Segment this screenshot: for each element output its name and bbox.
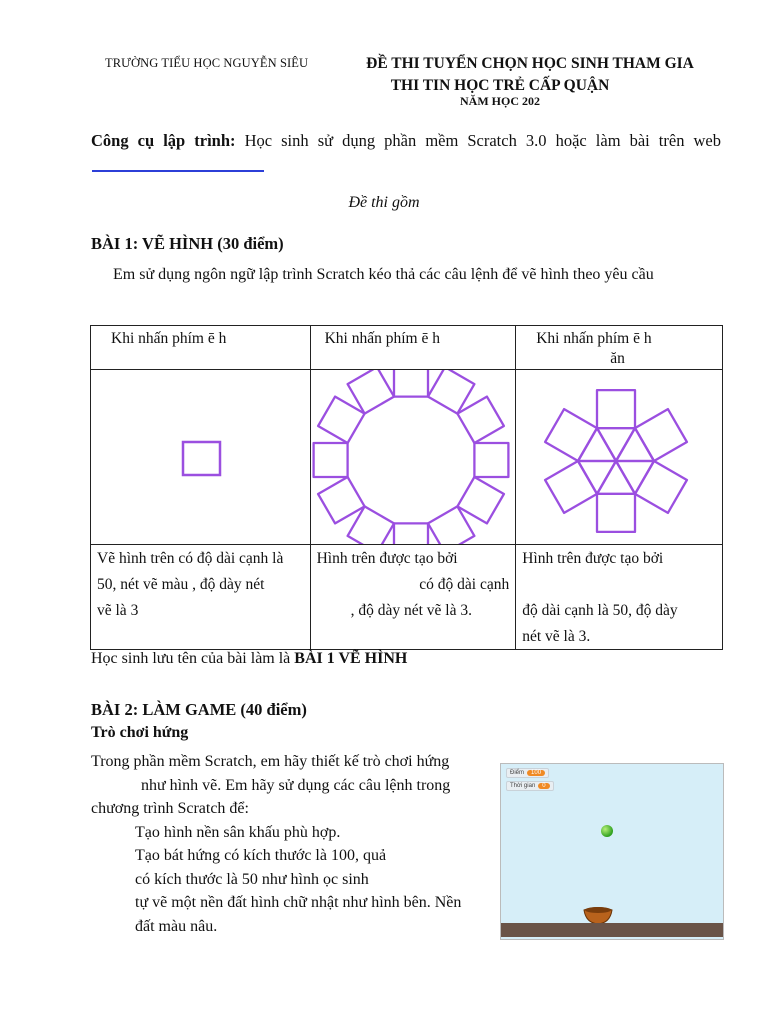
hexagon-squares-drawing: [516, 370, 723, 544]
header-text-extra: ăn: [610, 350, 625, 367]
time-value: 0: [538, 783, 549, 789]
bai2-body: [91, 750, 489, 938]
hexagon-outer-square: [635, 409, 687, 461]
hexagon-triangle: [578, 428, 616, 461]
exam-intro: Đề thi gồm: [348, 194, 420, 211]
desc-line: 50, nét vẽ màu , độ dày nét: [97, 576, 265, 593]
school-year: NĂM HỌC 202: [460, 94, 540, 108]
bai2-subheading: Trò chơi hứng: [91, 724, 189, 741]
header-text: Khi nhấn phím ē h: [111, 330, 227, 347]
brown-ground: [501, 923, 723, 937]
ring-image-cell: [310, 370, 516, 545]
score-value: 100: [527, 770, 545, 776]
shapes-table: [90, 325, 723, 650]
body-line: Tạo hình nền sân khấu phù hợp.: [135, 823, 341, 841]
hexagon-triangle: [597, 428, 635, 461]
bowl-sprite: [583, 905, 613, 925]
bai1-heading: BÀI 1: VẼ HÌNH (30 điểm): [91, 234, 284, 253]
save-note-text: Học sinh lưu tên của bài làm là: [91, 650, 295, 667]
tool-line: [91, 131, 721, 151]
body-line: Tạo bát hứng có kích thước là 100, quả: [135, 847, 387, 864]
desc-line: có độ dài cạnh: [419, 576, 510, 593]
hexagon-triangle: [616, 428, 654, 461]
bai1-paragraph: Em sử dụng ngôn ngữ lập trình Scratch kéo thả các câu lệnh để vẽ hình theo yêu cầu: [113, 266, 654, 283]
exam-title-line2: THI TIN HỌC TRẺ CẤP QUẬN: [390, 77, 610, 94]
bai2-heading: BÀI 2: LÀM GAME (40 điểm): [91, 700, 307, 719]
save-note: [91, 650, 407, 668]
hexagon-outer-square: [635, 461, 687, 513]
ring-square: [394, 370, 428, 397]
header-text: Khi nhấn phím ē h: [324, 330, 440, 347]
table-header-cell: [516, 326, 723, 370]
header-text: Khi nhấn phím ē h: [536, 330, 652, 347]
time-monitor: [506, 781, 554, 791]
score-monitor: [506, 768, 549, 778]
desc-line: Hình trên được tạo bởi: [522, 550, 664, 567]
star-image-cell: [516, 370, 723, 545]
desc-line: , độ dày nét vẽ là 3.: [350, 602, 472, 619]
square-shape: [183, 442, 220, 475]
ball-sprite: [601, 825, 613, 837]
description-cell: [516, 545, 723, 650]
body-line: Trong phần mềm Scratch, em hãy thiết kế trò chơi hứng: [91, 753, 450, 770]
hexagon-outer-square: [597, 390, 635, 428]
hexagon-outer-square: [545, 409, 597, 461]
scratch-stage-preview: [500, 763, 724, 940]
ring-square: [313, 443, 347, 477]
body-line: đất màu nâu.: [135, 917, 218, 935]
hyperlink-underline[interactable]: [92, 170, 264, 172]
desc-line: độ dài cạnh là 50, độ dày: [522, 602, 678, 619]
square-image-cell: [91, 370, 311, 545]
time-label: Thời gian: [510, 783, 536, 789]
table-header-cell: [310, 326, 516, 370]
desc-line: vẽ là 3: [97, 602, 139, 619]
ring-square: [394, 523, 428, 544]
description-cell: [310, 545, 516, 650]
desc-line: nét vẽ là 3.: [522, 628, 591, 645]
square-drawing: [91, 370, 311, 544]
hexagon-triangle: [578, 461, 616, 494]
school-name: TRƯỜNG TIỂU HỌC NGUYỄN SIÊU: [105, 56, 309, 70]
tool-text: Học sinh sử dụng phần mềm Scratch 3.0 hoặc làm bài trên web: [244, 131, 721, 150]
body-line: như hình vẽ. Em hãy sử dụng các câu lệnh trong: [141, 776, 451, 794]
tool-label: Công cụ lập trình:: [91, 131, 236, 150]
save-note-filename: BÀI 1 VẼ HÌNH: [294, 650, 408, 667]
body-line: tự vẽ một nền đất hình chữ nhật như hình bên. Nền: [135, 894, 462, 911]
score-label: Điểm: [510, 770, 525, 776]
hexagon-outer-square: [545, 461, 597, 513]
body-line: chương trình Scratch để:: [91, 800, 249, 817]
exam-title: ĐỀ THI TUYỂN CHỌN HỌC SINH THAM GIA: [366, 55, 694, 72]
table-header-cell: [91, 326, 311, 370]
hexagon-outer-square: [597, 494, 635, 532]
hexagon-triangle: [616, 461, 654, 494]
hexagon-triangle: [597, 461, 635, 494]
desc-line: Hình trên được tạo bởi: [316, 550, 458, 567]
desc-line: [516, 571, 722, 597]
body-line: có kích thước là 50 như hình ọc sinh: [135, 870, 369, 888]
desc-line: Vẽ hình trên có độ dài cạnh là: [97, 550, 284, 567]
ring-square: [474, 443, 508, 477]
ring-of-squares-drawing: [311, 370, 517, 544]
description-cell: [91, 545, 311, 650]
